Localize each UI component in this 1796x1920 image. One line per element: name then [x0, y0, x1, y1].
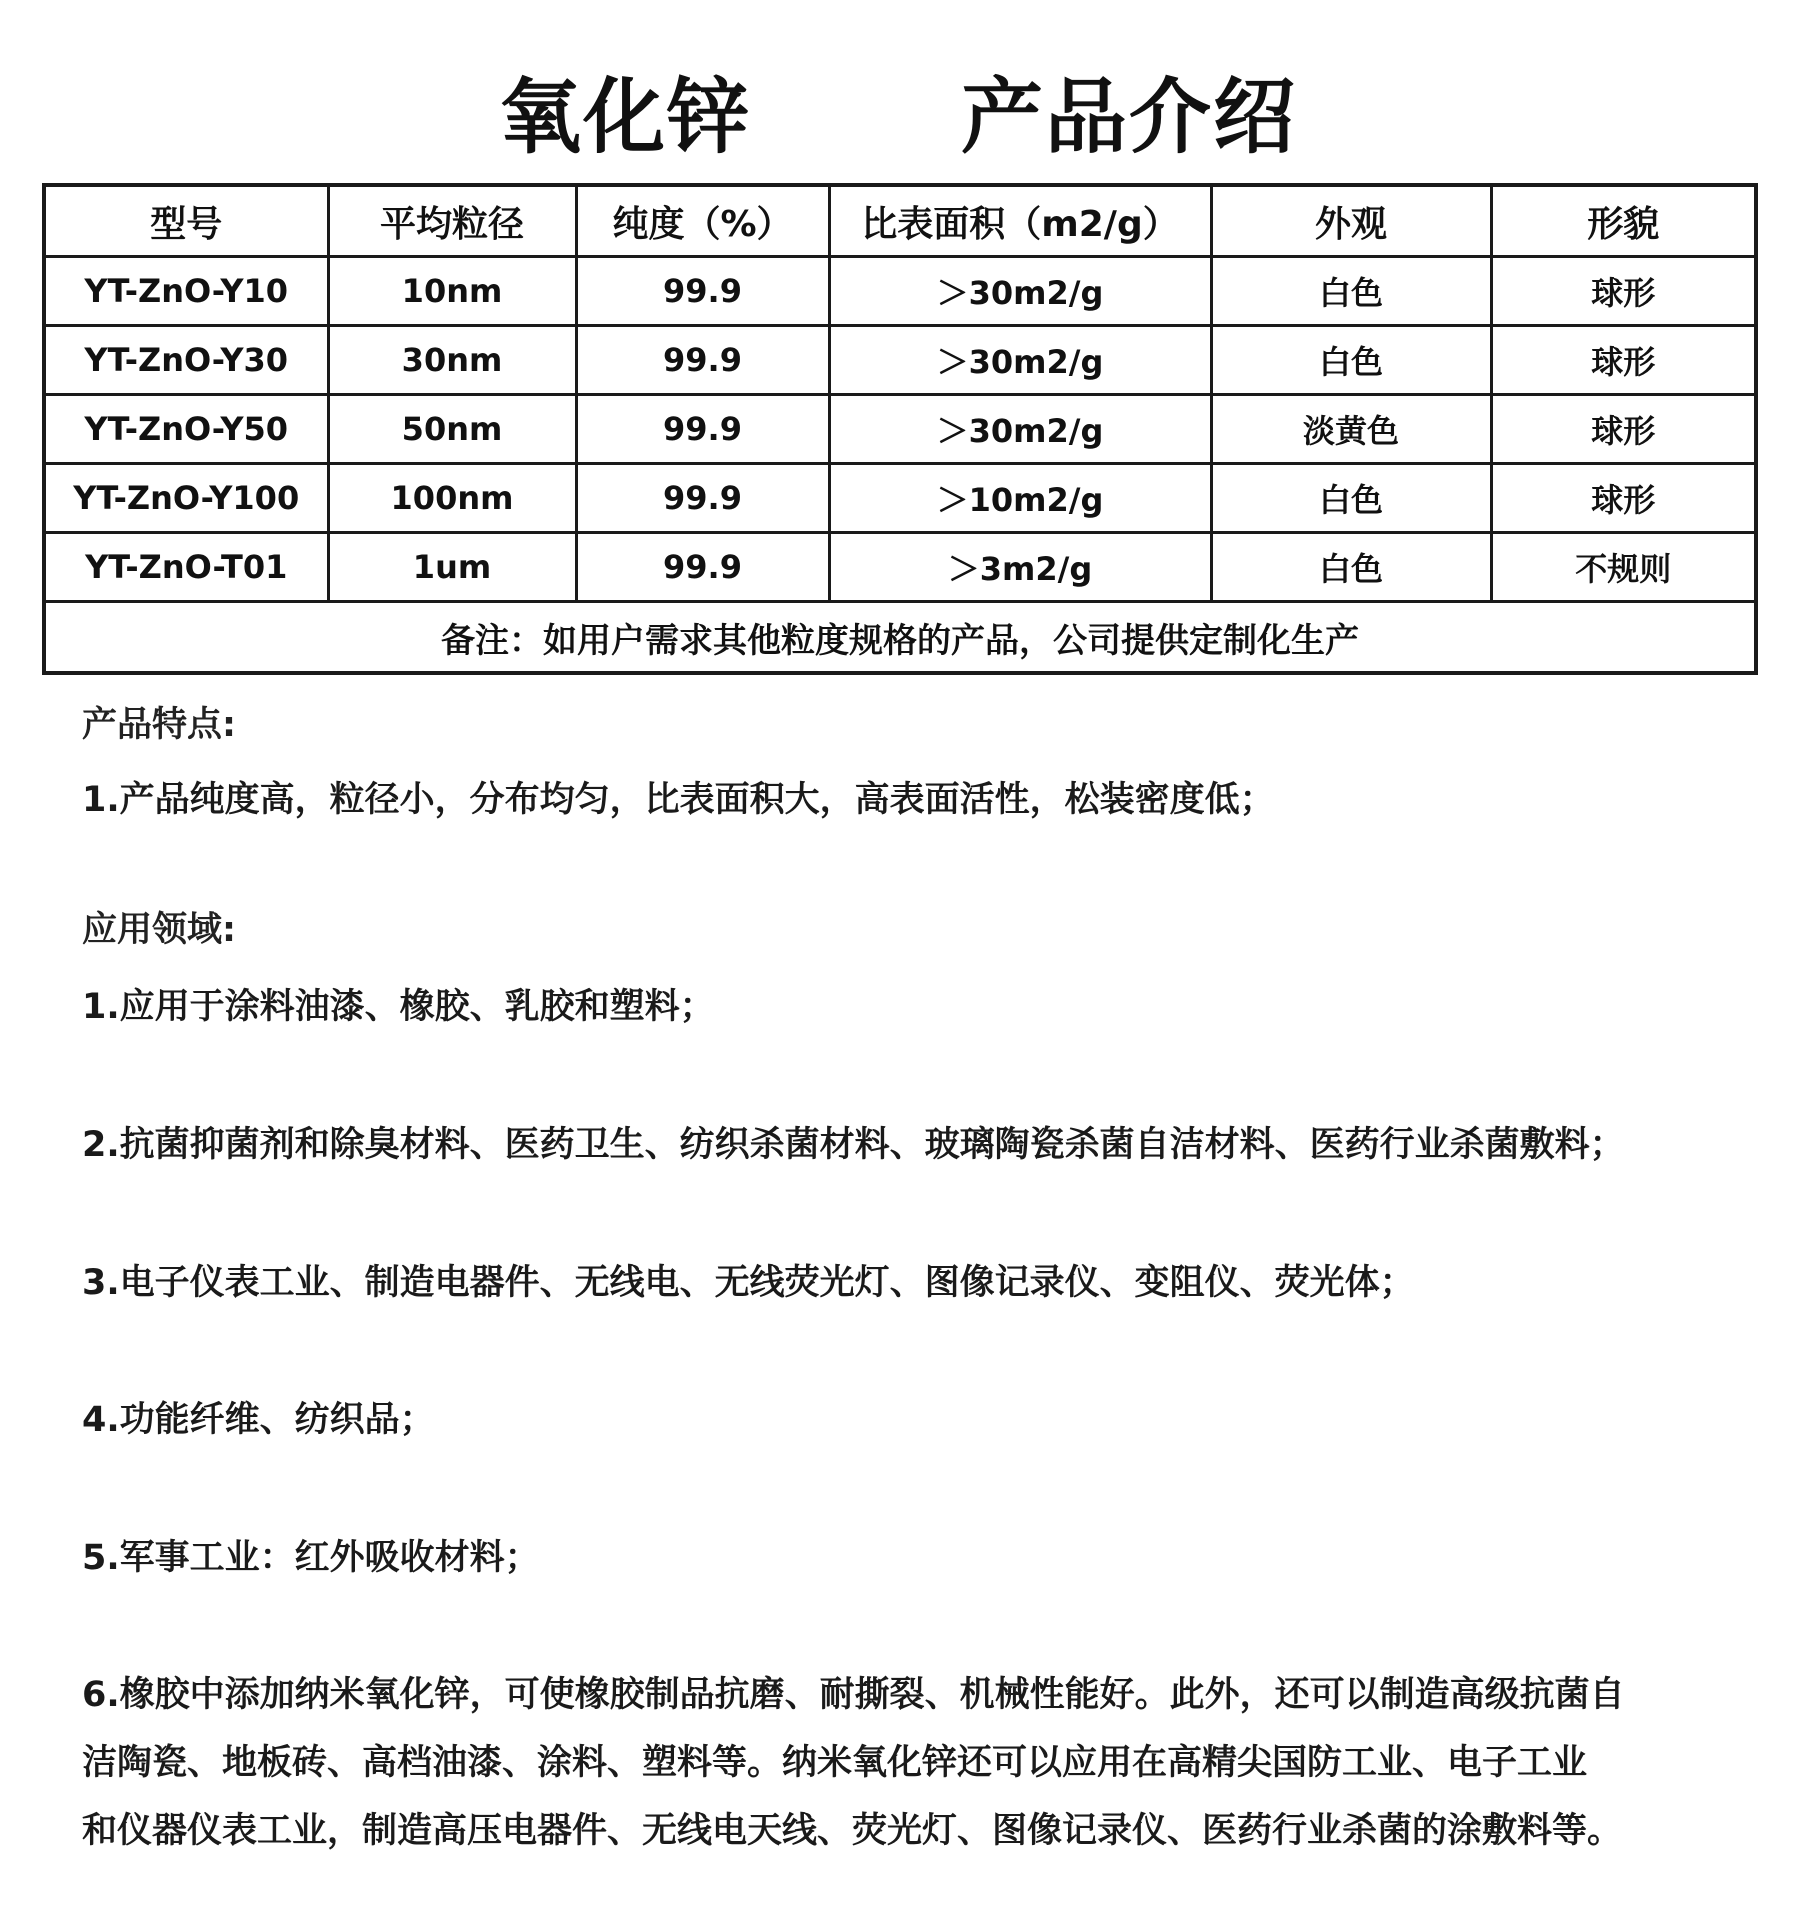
cell-particle-size: 100nm: [328, 464, 576, 533]
cell-surface-area: ＞30m2/g: [829, 257, 1211, 326]
cell-model: YT-ZnO-Y100: [44, 464, 328, 533]
application-item-text: 3.电子仪表工业、制造电器件、无线电、无线荧光灯、图像记录仪、变阻仪、荧光体；: [82, 1263, 1415, 1303]
cell-purity: 99.9: [576, 257, 829, 326]
cell-surface-area: ＞3m2/g: [829, 533, 1211, 602]
cell-morphology: 不规则: [1491, 533, 1756, 602]
title-product-name: 氧化锌: [498, 69, 751, 165]
header-surface-area: 比表面积（m2/g）: [829, 185, 1211, 257]
cell-model: YT-ZnO-Y30: [44, 326, 328, 395]
application-item: [82, 1111, 1642, 1179]
application-item: [82, 1524, 1642, 1592]
cell-particle-size: 30nm: [328, 326, 576, 395]
cell-appearance: 白色: [1211, 257, 1491, 326]
application-item: [82, 1386, 1642, 1454]
application-item-text: 1.应用于涂料油漆、橡胶、乳胶和塑料；: [82, 987, 715, 1027]
table-row: [44, 257, 1756, 326]
cell-surface-area: ＞10m2/g: [829, 464, 1211, 533]
cell-appearance: 白色: [1211, 464, 1491, 533]
header-purity: 纯度（%）: [576, 185, 829, 257]
table-note-row: [44, 602, 1756, 674]
cell-morphology: 球形: [1491, 395, 1756, 464]
cell-appearance: 白色: [1211, 326, 1491, 395]
features-title: 产品特点:: [82, 705, 236, 745]
spec-table: [42, 183, 1758, 675]
table-header-row: [44, 185, 1756, 257]
cell-model: YT-ZnO-Y10: [44, 257, 328, 326]
application-item-6-line: 和仪器仪表工业，制造高压电器件、无线电天线、荧光灯、图像记录仪、医药行业杀菌的涂敷料等。: [82, 1811, 1623, 1851]
cell-morphology: 球形: [1491, 257, 1756, 326]
header-model: 型号: [44, 185, 328, 257]
title-subtitle: 产品介绍: [961, 69, 1298, 165]
page-title: [0, 55, 1796, 165]
application-item-6: [82, 1661, 1642, 1865]
cell-model: YT-ZnO-T01: [44, 533, 328, 602]
header-appearance: 外观: [1211, 185, 1491, 257]
header-particle-size: 平均粒径: [328, 185, 576, 257]
cell-appearance: 淡黄色: [1211, 395, 1491, 464]
cell-particle-size: 1um: [328, 533, 576, 602]
table-row: [44, 464, 1756, 533]
application-item: [82, 1249, 1642, 1317]
cell-particle-size: 10nm: [328, 257, 576, 326]
cell-appearance: 白色: [1211, 533, 1491, 602]
application-item-text: 2.抗菌抑菌剂和除臭材料、医药卫生、纺织杀菌材料、玻璃陶瓷杀菌自洁材料、医药行业杀菌敷料；: [82, 1125, 1625, 1165]
table-row: [44, 395, 1756, 464]
cell-morphology: 球形: [1491, 464, 1756, 533]
cell-particle-size: 50nm: [328, 395, 576, 464]
cell-purity: 99.9: [576, 464, 829, 533]
table-row: [44, 533, 1756, 602]
cell-purity: 99.9: [576, 395, 829, 464]
application-item-text: 5.军事工业：红外吸收材料；: [82, 1538, 540, 1578]
application-item-6-line: 6.橡胶中添加纳米氧化锌，可使橡胶制品抗磨、耐撕裂、机械性能好。此外，还可以制造高级抗菌自: [82, 1675, 1625, 1715]
table-row: [44, 326, 1756, 395]
applications-title: 应用领域:: [82, 910, 236, 950]
cell-surface-area: ＞30m2/g: [829, 395, 1211, 464]
feature-item: 1.产品纯度高，粒径小，分布均匀，比表面积大，高表面活性，松装密度低；: [82, 780, 1275, 820]
application-item: [82, 973, 1642, 1041]
cell-purity: 99.9: [576, 533, 829, 602]
features-section: [82, 700, 1642, 834]
table-note: 备注：如用户需求其他粒度规格的产品，公司提供定制化生产: [44, 602, 1756, 674]
header-morphology: 形貌: [1491, 185, 1756, 257]
cell-surface-area: ＞30m2/g: [829, 326, 1211, 395]
application-item-6-line: 洁陶瓷、地板砖、高档油漆、涂料、塑料等。纳米氧化锌还可以应用在高精尖国防工业、电子工业: [82, 1743, 1588, 1783]
cell-morphology: 球形: [1491, 326, 1756, 395]
cell-model: YT-ZnO-Y50: [44, 395, 328, 464]
applications-section: [82, 905, 1642, 1851]
cell-purity: 99.9: [576, 326, 829, 395]
application-item-text: 4.功能纤维、纺织品；: [82, 1400, 435, 1440]
